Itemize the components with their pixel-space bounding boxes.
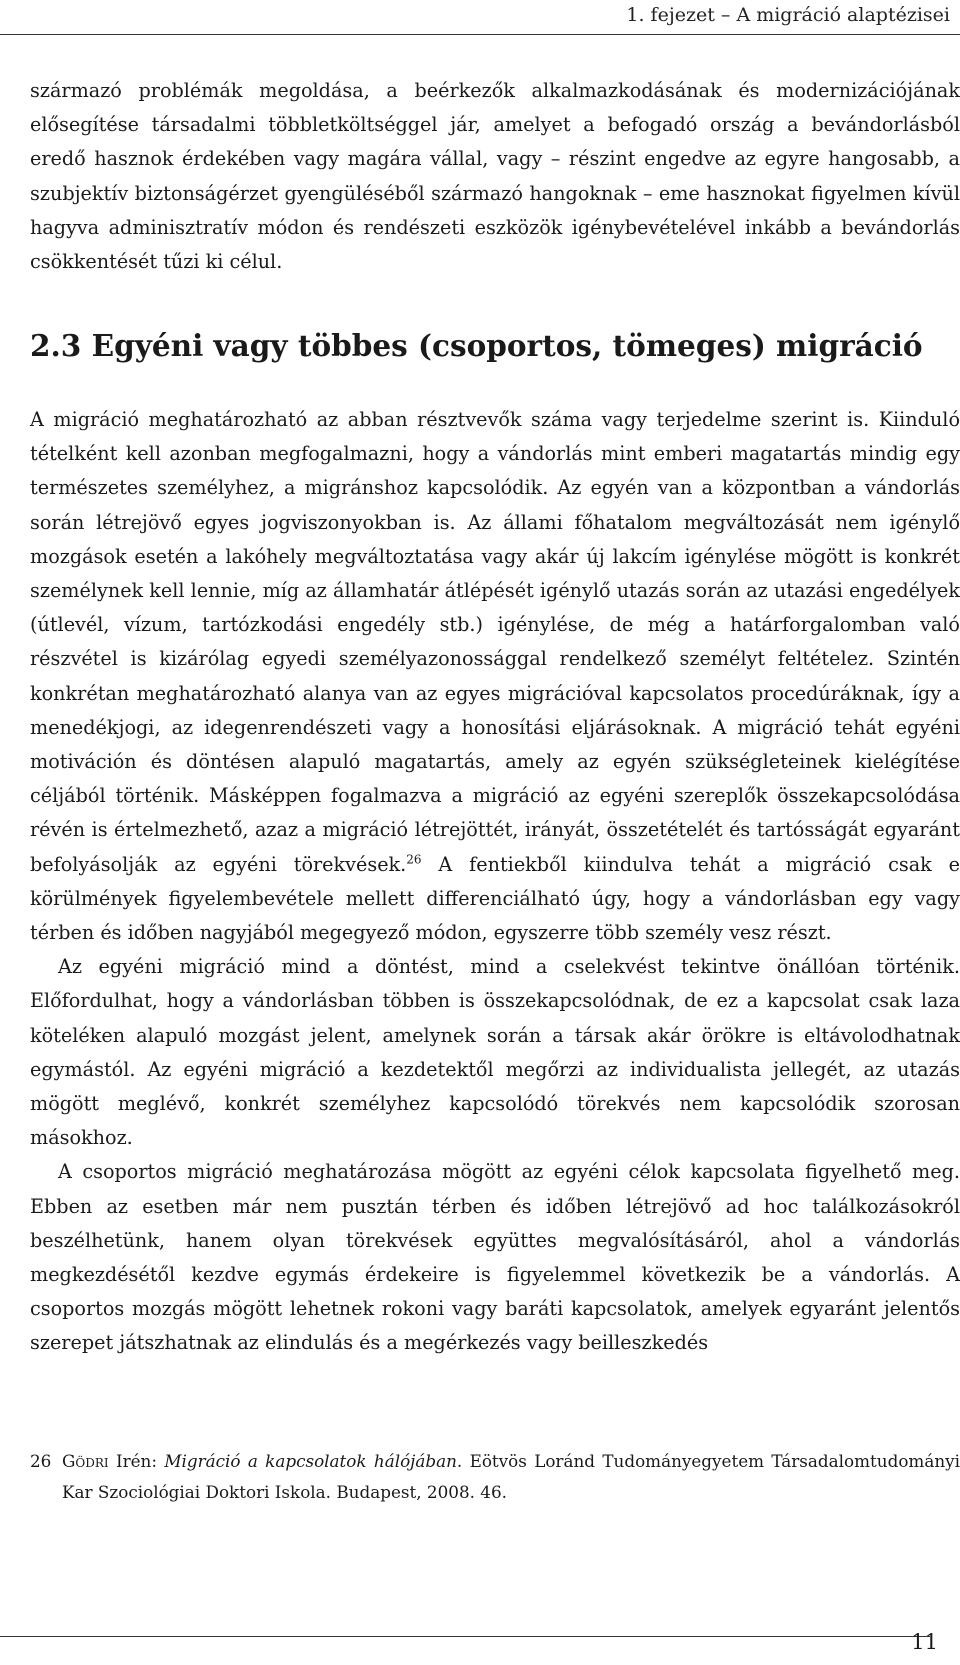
footer-rule	[0, 1636, 930, 1637]
footnote-author: Gödri	[62, 1451, 109, 1471]
footnote-text	[62, 1446, 960, 1508]
intro-paragraph: származó problémák megoldása, a beérkezők alkalmazkodásának és modernizációjának elősegítése társadalmi többletköltséggel jár, amelyet a befogadó ország a bevándorlásból eredő hasznok érdekében vagy magára vállal, vagy – részint engedve az egyre hangosabb, a szubjektív biztonságérzet gyengüléséből származó hangoknak – eme hasznokat figyelmen kívül hagyva adminisztratív módon és rendészeti eszközök igénybevételével inkább a bevándorlás csökkentését tűzi ki célul.	[30, 79, 960, 274]
page-number: 11	[911, 1630, 938, 1654]
footnote-rest: Eötvös Loránd Tudományegyetem Társadalomtudományi Kar Szociológiai Doktori Iskola. Budapest, 2008. 46.	[62, 1451, 960, 1502]
footnote	[30, 1446, 960, 1508]
footnote-author-given: Irén:	[108, 1451, 165, 1471]
paragraph-3: A csoportos migráció meghatározása mögött az egyéni célok kapcsolata figyelhető meg. Ebben az esetben már nem pusztán térben és időben létrejövő ad hoc találkozásokról beszélhetünk, hanem olyan törekvések együttes megvalósításáról, ahol a vándorlás megkezdésétől kezdve egymás érdekeire is figyelemmel következik be a vándorlás. A csoportos mozgás mögött lehetnek rokoni vagy baráti kapcsolatok, amelyek egyaránt jelentős szerepet játszhatnak az elindulás és a megérkezés vagy beilleszkedés	[30, 1160, 960, 1355]
section-body	[30, 403, 960, 1361]
footnote-title: Migráció a kapcsolatok hálójában.	[164, 1451, 463, 1471]
intro-text	[30, 74, 960, 279]
running-head: 1. fejezet – A migráció alaptézisei	[626, 4, 950, 26]
paragraph-1	[30, 403, 960, 950]
paragraph-1-continuation: A fentiekből kiindulva tehát a migráció csak e körülmények figyelembevétele mellett differenciálható úgy, hogy a vándorlásban egy vagy térben és időben nagyjából megegyező módon, egyszerre több személy vesz részt.	[30, 852, 960, 945]
paragraph-1-text: A migráció meghatározható az abban résztvevők száma vagy terjedelme szerint is. Kiinduló tételként kell azonban megfogalmazni, hogy a vándorlás mint emberi magatartás mindig egy természetes személyhez, a migránshoz kapcsolódik. Az egyén van a központban a vándorlás során létrejövő egyes jogviszonyokban is. Az állami főhatalom megváltozását nem igénylő mozgások esetén a lakóhely megváltoztatása vagy akár új lakcím igénylése mögött is konkrét személynek kell lennie, míg az államhatár átlépését igénylő utazás során az utazási engedélyek (útlevél, vízum, tartózkodási engedély stb.) igénylése, de még a határforgalomban való részvétel is kizárólag egyedi személyazonossággal rendelkező személyt feltételez. Szintén konkrétan meghatározható alanya van az egyes migrációval kapcsolatos procedúráknak, így a menedékjogi, az idegenrendészeti vagy a honosítási eljárásoknak. A migráció tehát egyéni motiváción és döntésen alapuló magatartás, amely az egyén szükségleteinek kielégítése céljából történik. Másképpen fogalmazva a migráció az egyéni szereplők összekapcsolódása révén is értelmezhető, azaz a migráció létrejöttét, irányát, összetételét és tartósságát egyaránt befolyásolják az egyéni törekvések.	[30, 408, 960, 876]
paragraph-2: Az egyéni migráció mind a döntést, mind a cselekvést tekintve önállóan történik. Előfordulhat, hogy a vándorlásban többen is összekapcsolódnak, de ez a kapcsolat csak laza köteléken alapuló mozgást jelent, amelynek során a társak akár örökre is eltávolodhatnak egymástól. Az egyéni migráció a kezdetektől megőrzi az individualista jellegét, az utazás mögött meglévő, konkrét személyhez kapcsolódó törekvés nem kapcsolódik szorosan másokhoz.	[30, 955, 960, 1150]
section-heading: 2.3 Egyéni vagy többes (csoportos, tömeges) migráció	[30, 328, 923, 363]
footnote-number: 26	[30, 1451, 52, 1471]
header-rule	[0, 34, 960, 35]
footnote-reference[interactable]: 26	[406, 852, 422, 867]
